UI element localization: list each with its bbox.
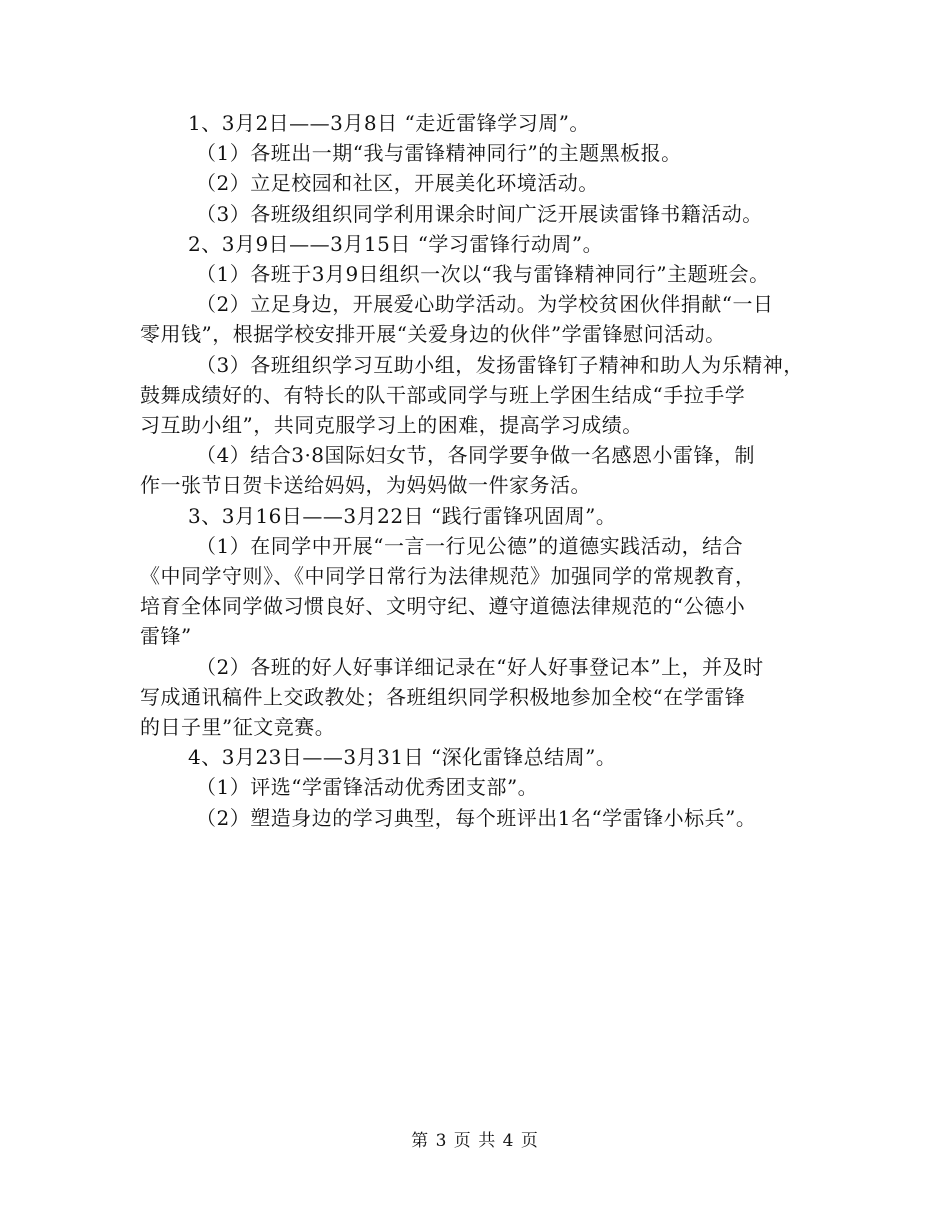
text-line: （1）评选“学雷锋活动优秀团支部”。 <box>196 775 539 800</box>
text-line: 作一张节日贺卡送给妈妈，为妈妈做一件家务活。 <box>140 473 591 498</box>
text-line: 习互助小组”，共同克服学习上的困难，提高学习成绩。 <box>140 413 643 438</box>
text-line: （2）立足校园和社区，开展美化环境活动。 <box>196 171 599 196</box>
text-line: （1）各班出一期“我与雷锋精神同行”的主题黑板报。 <box>196 141 682 166</box>
text-line: 写成通讯稿件上交政教处；各班组织同学积极地参加全校“在学雷锋 <box>140 684 746 709</box>
text-line: （2）塑造身边的学习典型，每个班评出1名“学雷锋小标兵”。 <box>196 805 757 830</box>
text-line: （3）各班组织学习互助小组，发扬雷锋钉子精神和助人为乐精神， <box>196 352 804 377</box>
text-line: 2、3月9日——3月15日 “学习雷锋行动周”。 <box>188 231 604 256</box>
text-line: （3）各班级组织同学利用课余时间广泛开展读雷锋书籍活动。 <box>196 201 763 226</box>
text-line: 的日子里”征文竞赛。 <box>140 715 336 740</box>
text-line: 《中同学守则》、《中同学日常行为法律规范》加强同学的常规教育， <box>140 564 756 589</box>
text-line: 4、3月23日——3月31日 “深化雷锋总结周”。 <box>188 745 617 770</box>
text-line: 3、3月16日——3月22日 “践行雷锋巩固周”。 <box>188 503 617 528</box>
document-body <box>140 108 820 833</box>
text-line: （1）各班于3月9日组织一次以“我与雷锋精神同行”主题班会。 <box>196 262 770 287</box>
text-line: 雷锋” <box>140 624 192 649</box>
text-line: （2）立足身边，开展爱心助学活动。为学校贫困伙伴捐献“一日 <box>196 292 774 317</box>
text-line: 鼓舞成绩好的、有特长的队干部或同学与班上学困生结成“手拉手学 <box>140 382 746 407</box>
page-number-footer: 第 3 页 共 4 页 <box>411 1131 539 1151</box>
text-line: （2）各班的好人好事详细记录在“好人好事登记本”上，并及时 <box>196 654 764 679</box>
text-line: （1）在同学中开展“一言一行见公德”的道德实践活动，结合 <box>196 533 744 558</box>
text-line: （4）结合3·8国际妇女节，各同学要争做一名感恩小雷锋，制 <box>196 443 756 468</box>
text-line: 零用钱”，根据学校安排开展“关爱身边的伙伴”学雷锋慰问活动。 <box>140 322 726 347</box>
text-line: 培育全体同学做习惯良好、文明守纪、遵守道德法律规范的“公德小 <box>140 594 746 619</box>
text-line: 1、3月2日——3月8日 “走近雷锋学习周”。 <box>188 111 590 135</box>
